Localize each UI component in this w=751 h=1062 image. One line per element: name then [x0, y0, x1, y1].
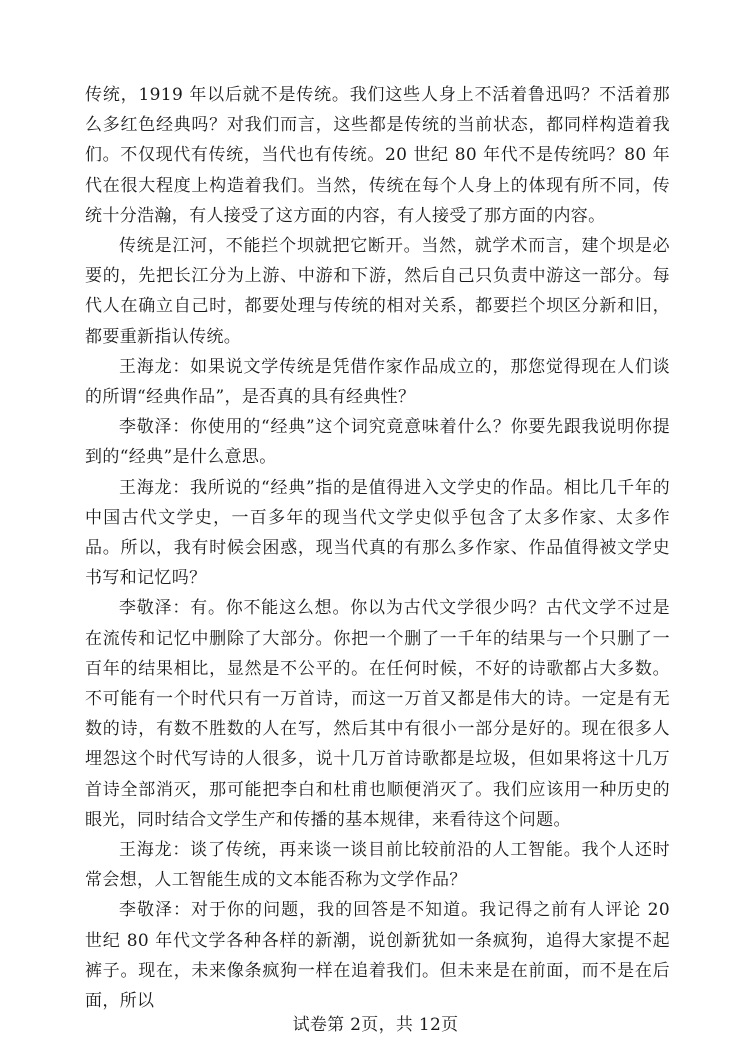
- dialogue-paragraph: 王海龙：谈了传统，再来谈一谈目前比较前沿的人工智能。我个人还时常会想，人工智能生成的文本能否称为文学作品？: [85, 840, 670, 891]
- paragraph-continued: 传统，1919 年以后就不是传统。我们这些人身上不活着鲁迅吗？不活着那么多红色经典吗？对我们而言，这些都是传统的当前状态，都同样构造着我们。不仅现代有传统，当代也有传统。20 世纪 80 年代不是传统吗？80 年代在很大程度上构造着我们。当然，传统在每个人身上的体现有所不同，传统十分浩瀚，有人接受了这方面的内容，有人接受了那方面的内容。: [85, 85, 670, 226]
- dialogue-paragraph: 王海龙：如果说文学传统是凭借作家作品成立的，那您觉得现在人们谈的所谓“经典作品”，是否真的具有经典性？: [85, 356, 670, 408]
- page-number-footer: 试卷第 2页，共 12页: [292, 1015, 459, 1035]
- body-text: [85, 80, 670, 1016]
- dialogue-paragraph: 李敬泽：有。你不能这么想。你以为古代文学很少吗？古代文学不过是在流传和记忆中删除了大部分。你把一个删了一千年的结果与一个只删了一百年的结果相比，显然是不公平的。在任何时候，不好的诗歌都占大多数。不可能有一个时代只有一万首诗，而这一万首又都是伟大的诗。一定是有无数的诗，有数不胜数的人在写，然后其中有很小一部分是好的。现在很多人埋怨这个时代写诗的人很多，说十几万首诗歌都是垃圾，但如果将这十几万首诗全部消灭，那可能把李白和杜甫也顺便消灭了。我们应该用一种历史的眼光，同时结合文学生产和传播的基本规律，来看待这个问题。: [85, 598, 670, 830]
- dialogue-paragraph: 李敬泽：你使用的“经典”这个词究竟意味着什么？你要先跟我说明你提到的“经典”是什么意思。: [85, 417, 670, 468]
- dialogue-paragraph: 李敬泽：对于你的问题，我的回答是不知道。我记得之前有人评论 20 世纪 80 年代文学各种各样的新潮，说创新犹如一条疯狗，追得大家提不起裤子。现在，未来像条疯狗一样在追着我们。但未来是在前面，而不是在后面，所以: [85, 900, 670, 1012]
- paragraph: 传统是江河，不能拦个坝就把它断开。当然，就学术而言，建个坝是必要的，先把长江分为上游、中游和下游，然后自己只负责中游这一部分。每代人在确立自己时，都要处理与传统的相对关系，都要拦个坝区分新和旧，都要重新指认传统。: [85, 236, 670, 347]
- dialogue-paragraph: 王海龙：我所说的“经典”指的是值得进入文学史的作品。相比几千年的中国古代文学史，一百多年的现当代文学史似乎包含了太多作家、太多作品。所以，我有时候会困惑，现当代真的有那么多作家、作品值得被文学史书写和记忆吗？: [85, 477, 670, 589]
